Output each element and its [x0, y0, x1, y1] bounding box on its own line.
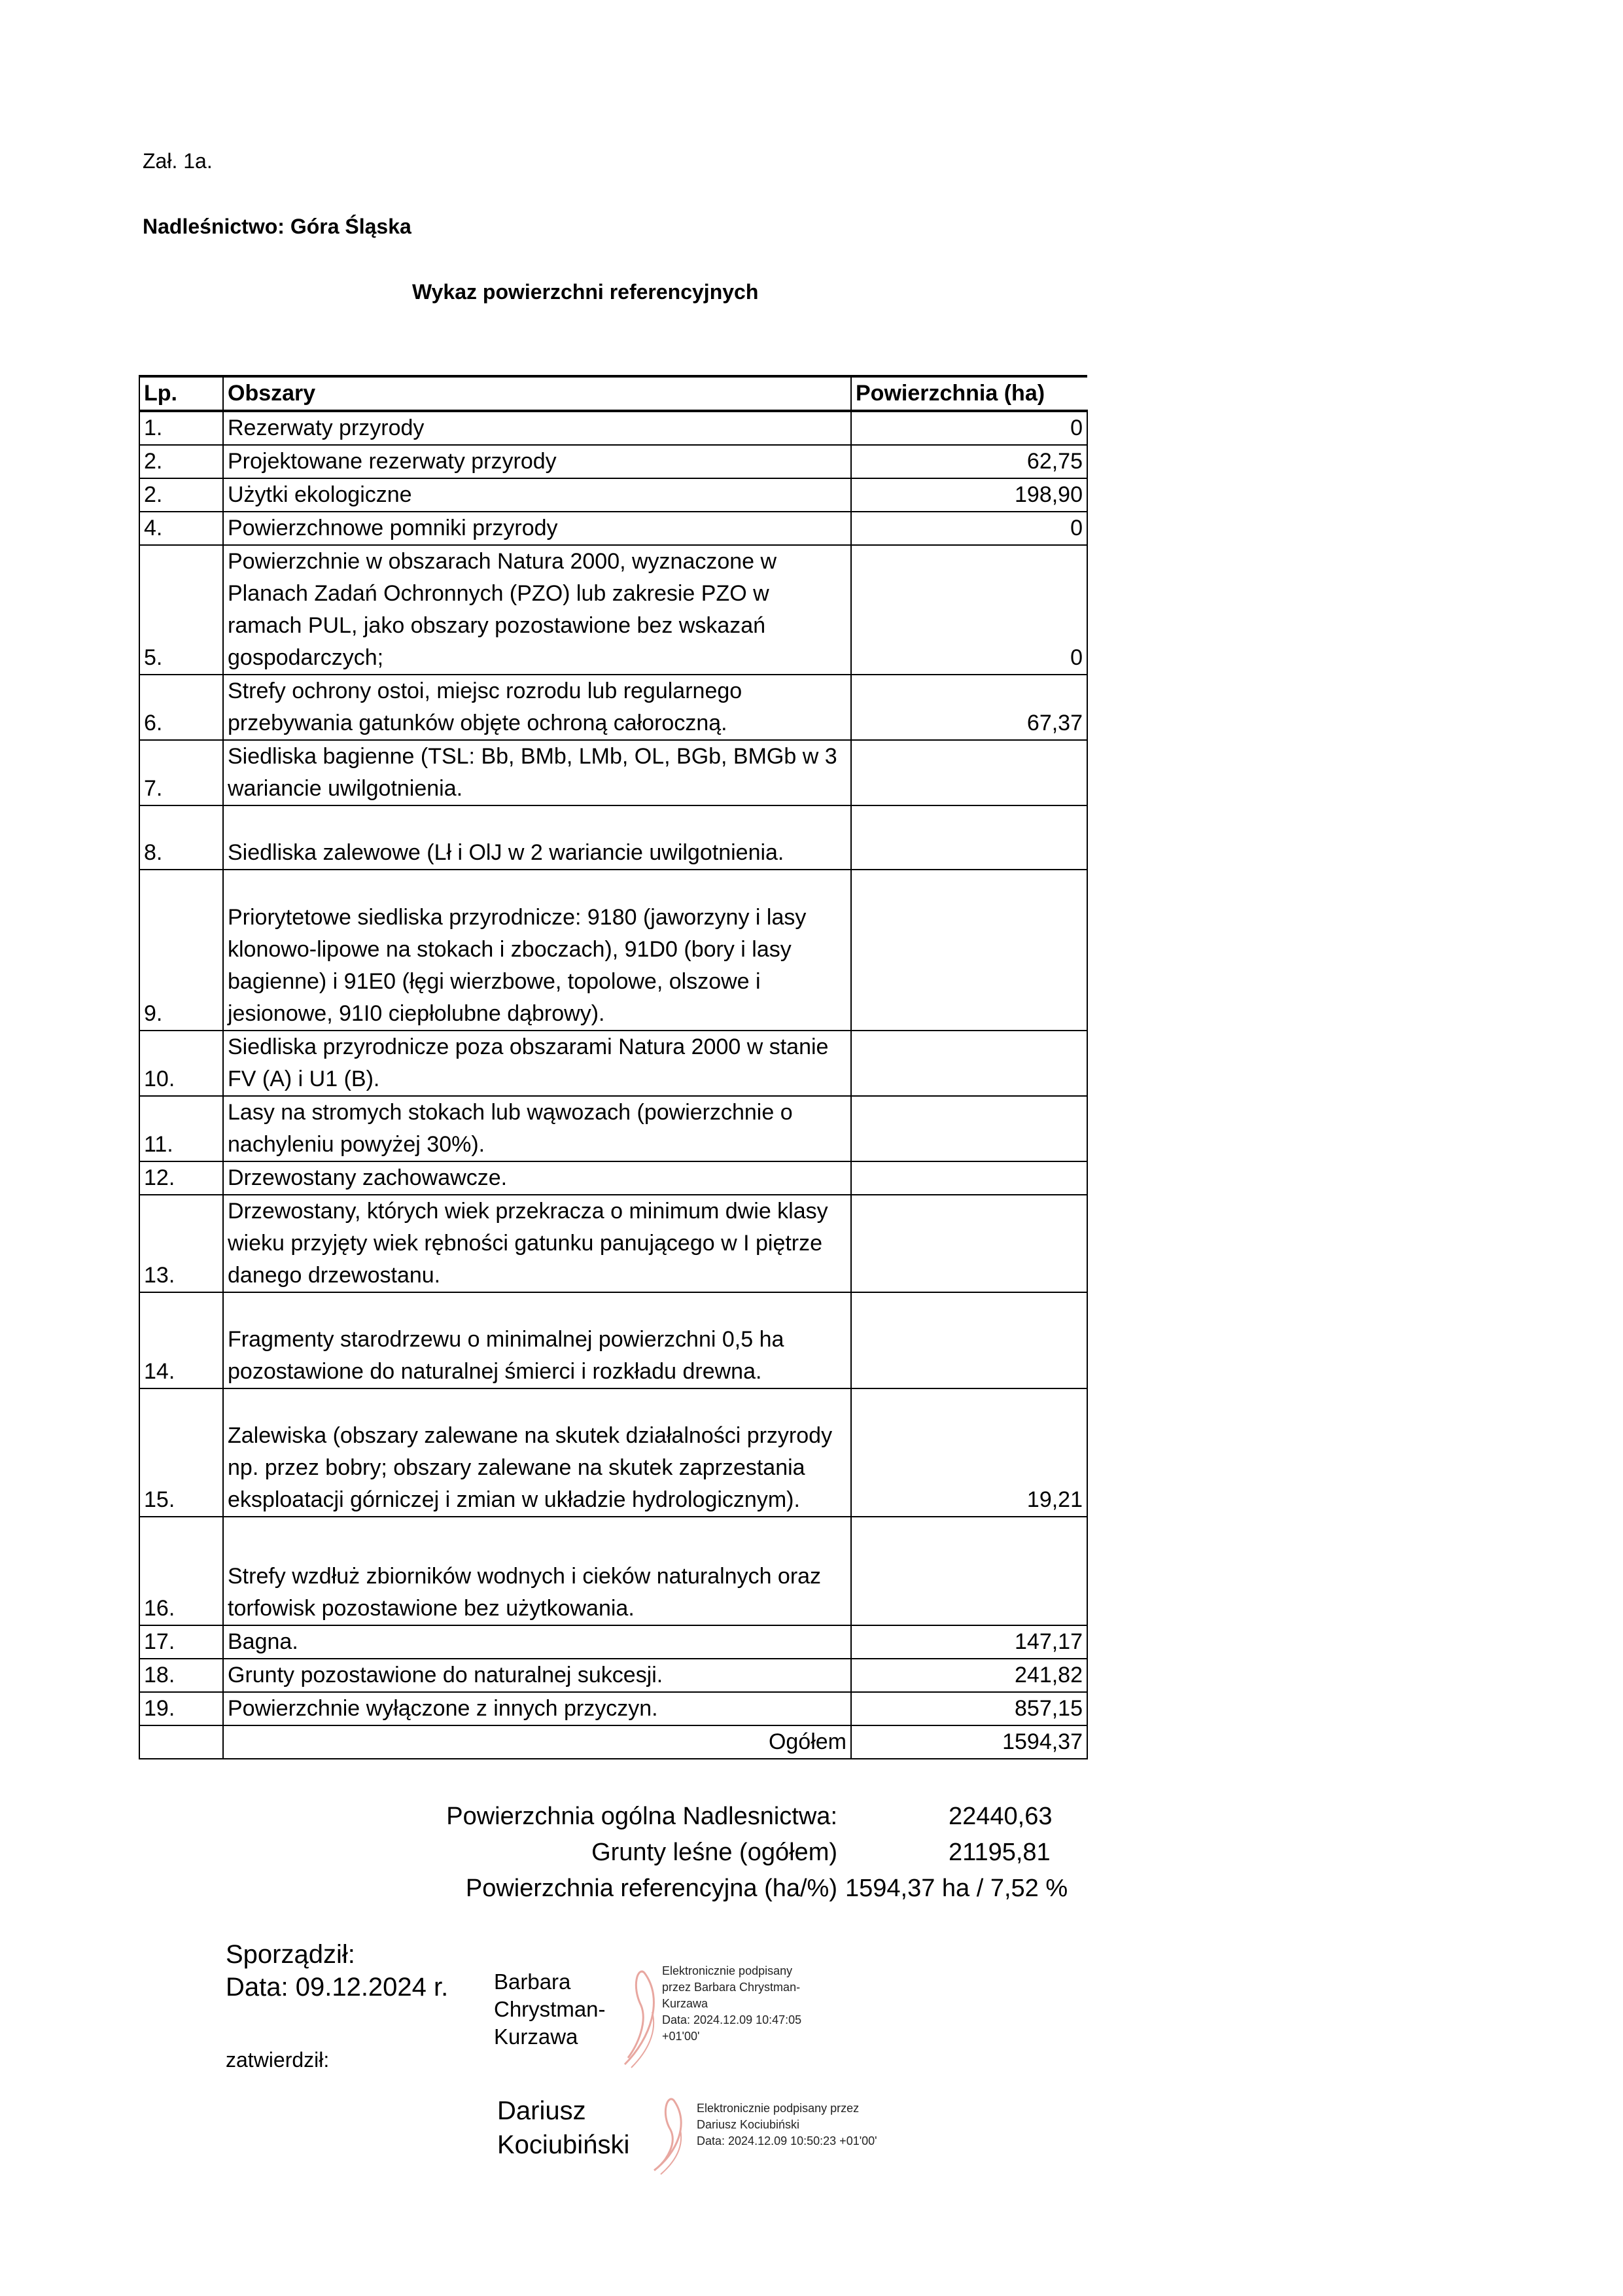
row-area-name: Siedliska zalewowe (Lł i OlJ w 2 wariancie uwilgotnienia.	[223, 805, 851, 870]
summary-value: 22440,63	[949, 1803, 1053, 1830]
row-area-name: Siedliska przyrodnicze poza obszarami Natura 2000 w stanie FV (A) i U1 (B).	[223, 1031, 851, 1096]
table-total-row	[139, 1725, 1087, 1759]
signature-1-name-line: Chrystman-	[494, 1997, 606, 2021]
row-number: 17.	[139, 1625, 223, 1659]
table-row	[139, 411, 1087, 445]
row-area-value: 0	[851, 411, 1087, 445]
table-row	[139, 675, 1087, 740]
table-row	[139, 1031, 1087, 1096]
row-area-name: Powierzchnie wyłączone z innych przyczyn.	[223, 1692, 851, 1725]
row-area-value	[851, 1096, 1087, 1161]
row-area-name: Drzewostany zachowawcze.	[223, 1161, 851, 1195]
row-area-value: 0	[851, 545, 1087, 675]
row-number: 5.	[139, 545, 223, 675]
table-row	[139, 1388, 1087, 1517]
row-number: 1.	[139, 411, 223, 445]
signature-1-name-line: Kurzawa	[494, 2024, 578, 2049]
row-area-name: Drzewostany, których wiek przekracza o minimum dwie klasy wieku przyjęty wiek rębności gatunku panującego w I piętrze danego drzewostanu.	[223, 1195, 851, 1292]
summary-label: Powierzchnia ogólna Nadlesnictwa:	[446, 1803, 837, 1830]
header-surface: Powierzchnia (ha)	[851, 376, 1087, 411]
row-area-name: Powierzchnie w obszarach Natura 2000, wyznaczone w Planach Zadań Ochronnych (PZO) lub zakresie PZO w ramach PUL, jako obszary pozostawione bez wskazań gospodarczych;	[223, 545, 851, 675]
row-area-value	[851, 805, 1087, 870]
attachment-label: Zał. 1a.	[143, 149, 213, 173]
date-label: Data: 09.12.2024 r.	[226, 1973, 449, 2002]
forest-district-label: Nadleśnictwo: Góra Śląska	[143, 215, 411, 238]
row-area-value	[851, 870, 1087, 1031]
signature-1-name	[494, 1968, 606, 2051]
row-area-value: 857,15	[851, 1692, 1087, 1725]
row-number: 9.	[139, 870, 223, 1031]
row-number: 18.	[139, 1659, 223, 1692]
row-number: 2.	[139, 445, 223, 478]
signature-1-info	[662, 1963, 801, 2045]
row-area-value	[851, 1517, 1087, 1625]
row-area-name: Siedliska bagienne (TSL: Bb, BMb, LMb, OL, BGb, BMGb w 3 wariancie uwilgotnienia.	[223, 740, 851, 805]
signature-1-info-line: +01'00'	[662, 2030, 700, 2043]
table-row	[139, 1292, 1087, 1388]
row-area-name: Bagna.	[223, 1625, 851, 1659]
table-row	[139, 478, 1087, 512]
row-number: 7.	[139, 740, 223, 805]
table-row	[139, 740, 1087, 805]
signature-2-name	[497, 2094, 629, 2162]
total-empty-cell	[139, 1725, 223, 1759]
header-lp: Lp.	[139, 376, 223, 411]
row-area-name: Lasy na stromych stokach lub wąwozach (powierzchnie o nachyleniu powyżej 30%).	[223, 1096, 851, 1161]
row-area-name: Projektowane rezerwaty przyrody	[223, 445, 851, 478]
row-area-value	[851, 1292, 1087, 1388]
signature-1-info-line: Data: 2024.12.09 10:47:05	[662, 2013, 802, 2026]
row-area-value	[851, 1195, 1087, 1292]
table-row	[139, 1096, 1087, 1161]
row-area-name: Zalewiska (obszary zalewane na skutek działalności przyrody np. przez bobry; obszary zalewane na skutek zaprzestania eksploatacji górniczej i zmian w układzie hydrologicznym).	[223, 1388, 851, 1517]
signature-1-info-line: Kurzawa	[662, 1997, 708, 2010]
approved-label: zatwierdził:	[226, 2048, 330, 2072]
row-area-name: Powierzchnowe pomniki przyrody	[223, 512, 851, 545]
row-number: 14.	[139, 1292, 223, 1388]
row-number: 10.	[139, 1031, 223, 1096]
summary-value: 1594,37 ha / 7,52 %	[845, 1875, 1068, 1902]
row-area-value: 198,90	[851, 478, 1087, 512]
row-area-value	[851, 1031, 1087, 1096]
row-number: 15.	[139, 1388, 223, 1517]
row-area-name: Fragmenty starodrzewu o minimalnej powierzchni 0,5 ha pozostawione do naturalnej śmierci i rozkładu drewna.	[223, 1292, 851, 1388]
summary-label: Powierzchnia referencyjna (ha/%)	[465, 1875, 837, 1902]
table-row	[139, 1195, 1087, 1292]
signature-2-name-line: Dariusz	[497, 2096, 586, 2125]
summary-value: 21195,81	[949, 1839, 1051, 1866]
row-area-name: Strefy wzdłuż zbiorników wodnych i cieków naturalnych oraz torfowisk pozostawione bez użytkowania.	[223, 1517, 851, 1625]
summary-label: Grunty leśne (ogółem)	[591, 1839, 837, 1866]
signature-2-info	[697, 2100, 877, 2149]
signature-2-info-line: Elektronicznie podpisany przez	[697, 2102, 860, 2115]
row-number: 2.	[139, 478, 223, 512]
table-row	[139, 870, 1087, 1031]
row-area-name: Użytki ekologiczne	[223, 478, 851, 512]
row-area-name: Rezerwaty przyrody	[223, 411, 851, 445]
signature-1-name-line: Barbara	[494, 1969, 571, 1994]
row-area-name: Strefy ochrony ostoi, miejsc rozrodu lub regularnego przebywania gatunków objęte ochroną całoroczną.	[223, 675, 851, 740]
table-row	[139, 805, 1087, 870]
prepared-label: Sporządził:	[226, 1940, 355, 1969]
row-area-name: Priorytetowe siedliska przyrodnicze: 9180 (jaworzyny i lasy klonowo-lipowe na stokach i zboczach), 91D0 (bory i lasy bagienne) i 91E0 (łęgi wierzbowe, topolowe, olszowe i jesionowe, 91I0 ciepłolubne dąbrowy).	[223, 870, 851, 1031]
signature-1-info-line: przez Barbara Chrystman-	[662, 1981, 801, 1994]
row-number: 6.	[139, 675, 223, 740]
table-row	[139, 1625, 1087, 1659]
signature-2-info-line: Dariusz Kociubiński	[697, 2118, 800, 2131]
table-row	[139, 1161, 1087, 1195]
signature-2-name-line: Kociubiński	[497, 2130, 630, 2159]
row-area-value	[851, 1161, 1087, 1195]
signature-2-info-line: Data: 2024.12.09 10:50:23 +01'00'	[697, 2134, 877, 2147]
row-number: 11.	[139, 1096, 223, 1161]
table-row	[139, 1517, 1087, 1625]
row-number: 19.	[139, 1692, 223, 1725]
signature-1-info-line: Elektronicznie podpisany	[662, 1964, 793, 1977]
row-number: 16.	[139, 1517, 223, 1625]
row-area-value: 241,82	[851, 1659, 1087, 1692]
table-row	[139, 1692, 1087, 1725]
table-row	[139, 445, 1087, 478]
row-area-value: 67,37	[851, 675, 1087, 740]
row-number: 4.	[139, 512, 223, 545]
table-row	[139, 545, 1087, 675]
row-number: 12.	[139, 1161, 223, 1195]
row-area-value: 19,21	[851, 1388, 1087, 1517]
row-area-value: 62,75	[851, 445, 1087, 478]
row-area-value: 0	[851, 512, 1087, 545]
reference-areas-table	[139, 375, 1088, 1759]
table-header-row	[139, 376, 1087, 411]
document-title: Wykaz powierzchni referencyjnych	[412, 280, 759, 304]
total-label: Ogółem	[223, 1725, 851, 1759]
total-value: 1594,37	[851, 1725, 1087, 1759]
table-row	[139, 512, 1087, 545]
header-areas: Obszary	[223, 376, 851, 411]
row-area-value: 147,17	[851, 1625, 1087, 1659]
row-number: 8.	[139, 805, 223, 870]
row-area-name: Grunty pozostawione do naturalnej sukcesji.	[223, 1659, 851, 1692]
signature-2-mark-icon	[644, 2091, 697, 2176]
row-area-value	[851, 740, 1087, 805]
table-row	[139, 1659, 1087, 1692]
row-number: 13.	[139, 1195, 223, 1292]
